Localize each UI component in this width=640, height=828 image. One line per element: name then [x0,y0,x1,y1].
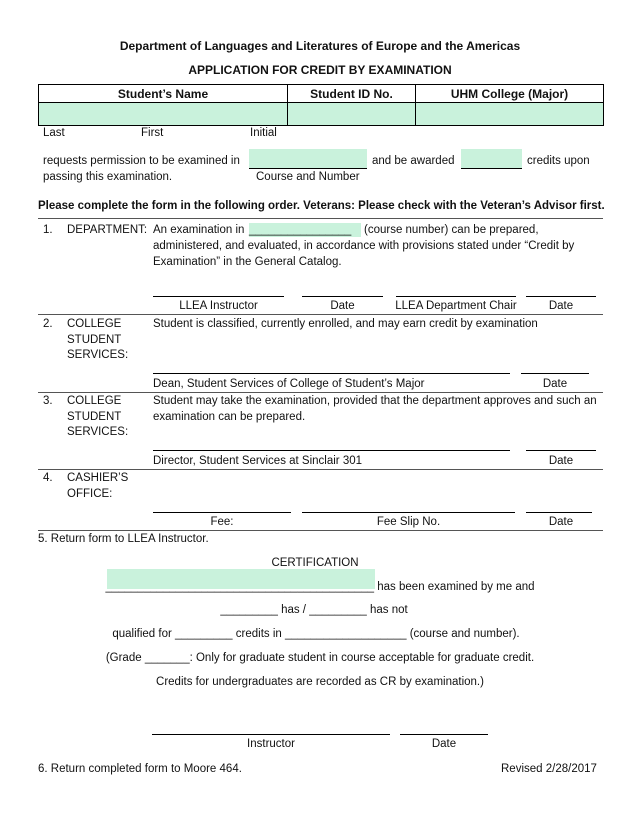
credits-upon-text: credits upon [527,155,590,167]
section-3-label: COLLEGE STUDENT SERVICES: [67,395,129,438]
section-divider [38,314,603,315]
llea-instructor-label: LLEA Instructor [179,300,258,312]
section-2-label: COLLEGE STUDENT SERVICES: [67,318,129,361]
initial-label: Initial [250,127,277,139]
request-text: requests permission to be examined in [43,155,240,167]
credits-field[interactable] [461,149,522,169]
certification-line-4: (Grade _______: Only for graduate student in course acceptable for graduate credit. [105,652,535,664]
director-label: Director, Student Services at Sinclair 301 [153,455,363,467]
first-name-label: First [141,127,164,139]
certification-title: CERTIFICATION [271,557,359,569]
department-chair-label: LLEA Department Chair [395,300,517,312]
date-label: Date [548,455,574,467]
awarded-text: and be awarded [372,155,455,167]
return-instructions: 6. Return completed form to Moore 464. [38,763,242,775]
column-header-student-id: Student ID No. [288,85,416,103]
student-name-field[interactable] [39,103,288,126]
certification-line-2: _________ has / _________ has not [220,604,408,616]
section-1-number: 1. [43,224,53,236]
department-chair-signature-line[interactable] [396,296,516,297]
section-2-text: Student is classified, currently enrolled, and may earn credit by examination [153,318,538,330]
section-1-text-suffix: (course number) can be prepared, [364,224,539,236]
section-5-text: 5. Return form to LLEA Instructor. [38,533,209,545]
date-label: Date [330,300,355,312]
instructions-text: Please complete the form in the following order. Veterans: Please check with the Veteran’s Advisor first. [38,200,605,212]
student-info-table [38,84,604,126]
llea-instructor-date-line[interactable] [302,296,383,297]
dean-signature-line[interactable] [153,373,510,374]
section-1-label: DEPARTMENT: [67,224,148,236]
passing-text: passing this examination. [43,171,173,183]
fee-line[interactable] [153,512,291,513]
certification-line-3: qualified for _________ credits in ___________________ (course and number). [112,628,520,640]
department-chair-date-line[interactable] [526,296,596,297]
section-divider [38,218,603,219]
llea-instructor-signature-line[interactable] [153,296,284,297]
date-label: Date [548,300,574,312]
section-1-text-rest: administered, and evaluated, in accordance with provisions stated under “Credit by Examination” in the General Catalog. [153,240,575,268]
certification-line-5: Credits for undergraduates are recorded as CR by examination.) [156,676,484,688]
department-heading: Department of Languages and Literatures of Europe and the Americas [119,39,521,53]
column-header-student-name: Student’s Name [39,85,288,103]
section-divider [38,469,603,470]
section-divider [38,530,603,531]
section-2-number: 2. [43,318,53,330]
fee-slip-label: Fee Slip No. [376,516,441,528]
course-number-label: Course and Number [256,171,360,183]
fee-label: Fee: [210,516,234,528]
instructor-date-line[interactable] [400,734,488,735]
last-name-label: Last [43,127,65,139]
section-3-text: Student may take the examination, provided that the department approves and such an examination can be prepared. [153,395,597,423]
date-label: Date [548,516,574,528]
cashier-date-line[interactable] [526,512,592,513]
dean-date-line[interactable] [521,373,589,374]
college-major-field[interactable] [416,103,604,126]
director-signature-line[interactable] [153,450,510,451]
date-label: Date [431,738,457,750]
section-4-number: 4. [43,472,53,484]
section-1-course-blank: ________________ [249,224,352,236]
instructor-label: Instructor [247,738,295,750]
fee-slip-line[interactable] [302,512,515,513]
certification-line-1: __________________________________________ has been examined by me and [105,581,535,593]
section-1-text-prefix: An examination in [153,224,245,236]
column-header-college-major: UHM College (Major) [416,85,604,103]
revised-date: Revised 2/28/2017 [501,763,597,775]
section-3-number: 3. [43,395,53,407]
dean-label: Dean, Student Services of College of Student’s Major [153,378,425,390]
director-date-line[interactable] [526,450,596,451]
student-id-field[interactable] [288,103,416,126]
course-number-field[interactable] [249,149,367,169]
date-label: Date [542,378,568,390]
form-title: APPLICATION FOR CREDIT BY EXAMINATION [188,63,452,77]
section-4-label: CASHIER’S OFFICE: [67,472,129,500]
instructor-signature-line[interactable] [152,734,390,735]
section-divider [38,392,603,393]
